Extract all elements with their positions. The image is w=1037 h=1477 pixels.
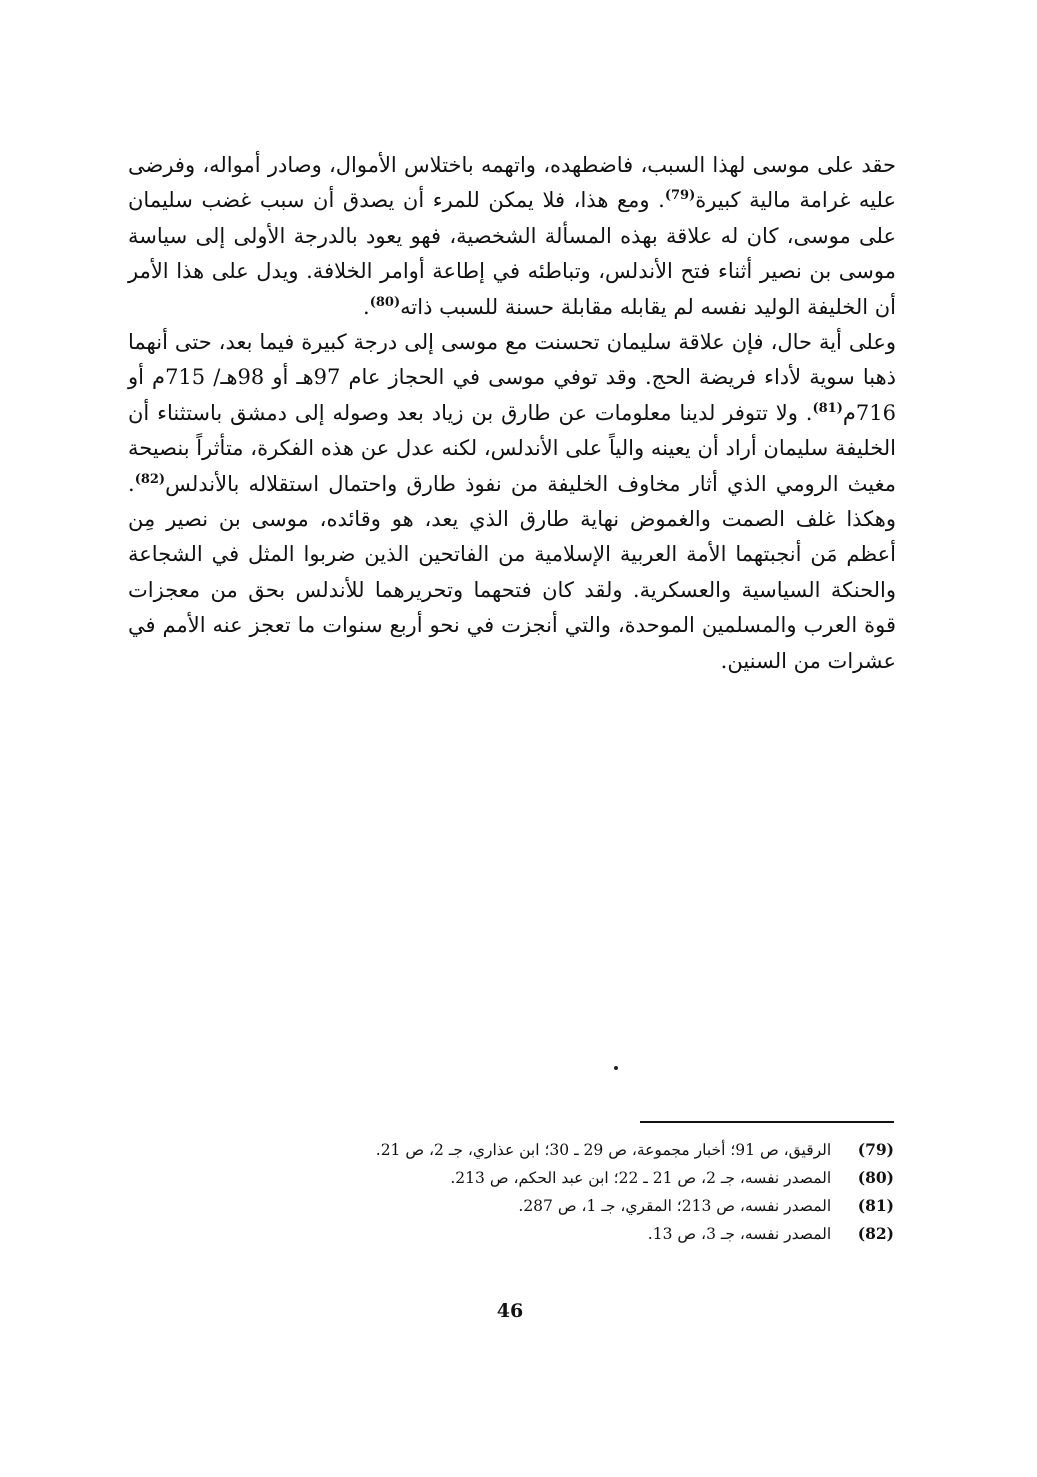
text-segment: . ولا تتوفر لدينا معلومات عن طارق بن زياد بعد وصوله إلى دمشق باستثناء أن الخليفة سليمان أراد أن يعينه والياً على الأندلس، لكنه عدل عن هذه الفكرة، متأثراً بنصيحة مغيث الرومي الذي أثار مخاوف الخليفة من نفوذ طارق واحتمال استقلاله بالأندلس bbox=[128, 400, 896, 496]
footnote-number: (80) bbox=[857, 1168, 894, 1187]
footnote-text: المصدر نفسه، جـ 3، ص 13. bbox=[647, 1225, 832, 1243]
main-text bbox=[128, 148, 896, 679]
footnote-item bbox=[128, 1136, 894, 1164]
text-segment: حقد على موسى لهذا السبب، فاضطهده، واتهمه باختلاس الأموال، وصادر أمواله، وفرضى عليه غرامة مالية كبيرة bbox=[128, 153, 896, 213]
footnote-item bbox=[128, 1192, 894, 1220]
footnotes bbox=[128, 1136, 894, 1248]
footnote-reference: (79) bbox=[664, 188, 696, 204]
footnote-reference: (81) bbox=[812, 400, 843, 416]
page-number: 46 bbox=[496, 1300, 524, 1322]
footnote-number: (81) bbox=[857, 1196, 894, 1215]
footnote-text: المصدر نفسه، ص 213؛ المقري، جـ 1، ص 287. bbox=[518, 1197, 832, 1215]
text-segment: . bbox=[363, 294, 370, 319]
footnote-reference: (82) bbox=[134, 471, 166, 487]
text-segment: . وهكذا غلف الصمت والغموض نهاية طارق الذي يعد، هو وقائده، موسى بن نصير مِن أعظم مَن أنجبتهما الأمة العربية الإسلامية من الفاتحين الذين ضربوا المثل في الشجاعة والحنكة السياسية والعسكرية. ولقد كان فتحهما وتحريرهما للأندلس بحق من معجزات قوة العرب والمسلمين الموحدة، والتي أنجزت في نحو أربع سنوات ما تعجز عنه الأمم في عشرات من السنين. bbox=[128, 471, 896, 673]
stray-dot bbox=[614, 1066, 618, 1070]
footnote-separator bbox=[640, 1121, 894, 1123]
footnote-item bbox=[128, 1164, 894, 1192]
paragraph-1 bbox=[128, 148, 896, 325]
footnote-number: (79) bbox=[857, 1140, 894, 1159]
paragraph-2 bbox=[128, 325, 896, 679]
footnote-text: المصدر نفسه، جـ 2، ص 21 ـ 22؛ ابن عبد الحكم، ص 213. bbox=[450, 1169, 832, 1187]
footnote-number: (82) bbox=[857, 1224, 894, 1243]
footnote-item bbox=[128, 1220, 894, 1248]
text-segment: . ومع هذا، فلا يمكن للمرء أن يصدق أن سبب غضب سليمان على موسى، كان له علاقة بهذه المسألة الشخصية، فهو يعود بالدرجة الأولى إلى سياسة موسى بن نصير أثناء فتح الأندلس، وتباطئه في إطاعة أوامر الخلافة. ويدل على هذا الأمر أن الخليفة الوليد نفسه لم يقابله مقابلة حسنة للسبب ذاته bbox=[128, 188, 896, 319]
text-segment: وعلى أية حال، فإن علاقة سليمان تحسنت مع موسى إلى درجة كبيرة فيما بعد، حتى أنهما ذهبا سوية لأداء فريضة الحج. وقد توفي موسى في الحجاز عام 97هـ أو 98هـ/ 715م أو 716م bbox=[128, 330, 896, 425]
footnote-text: الرقيق، ص 91؛ أخبار مجموعة، ص 29 ـ 30؛ ابن عذاري، جـ 2، ص 21. bbox=[375, 1141, 832, 1159]
footnote-reference: (80) bbox=[369, 294, 401, 310]
